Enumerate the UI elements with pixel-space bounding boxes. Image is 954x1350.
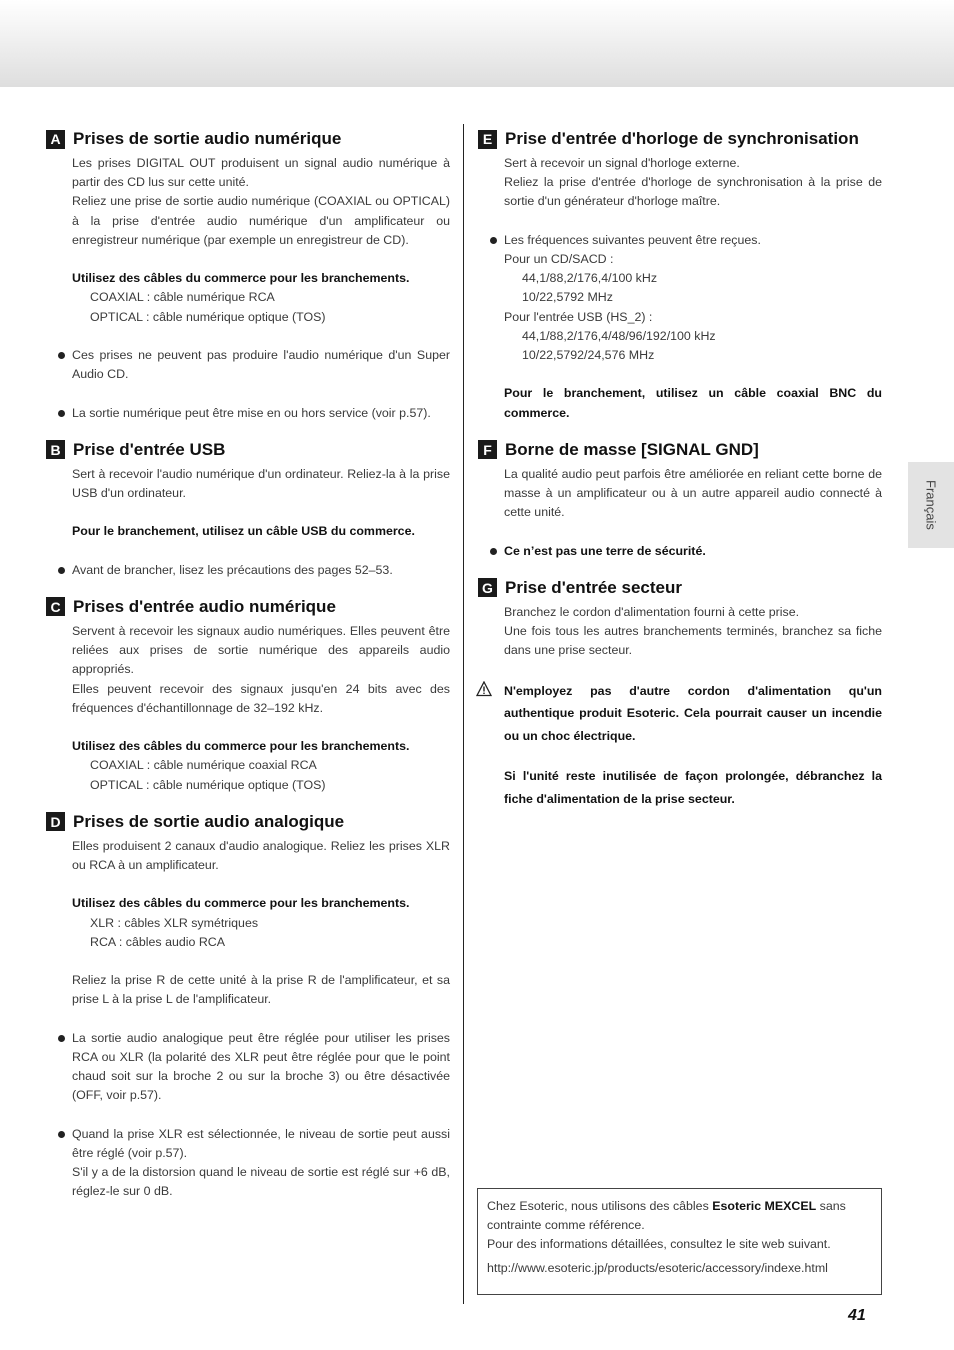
note-box bbox=[477, 1188, 882, 1295]
cable-item: RCA : câbles audio RCA bbox=[90, 934, 225, 949]
section-title: Prises d'entrée audio numérique bbox=[73, 596, 336, 616]
note-text: Chez Esoteric, nous utilisons des câbles bbox=[487, 1199, 713, 1213]
paragraph: Servent à recevoir les signaux audio numériques. Elles peuvent être reliées aux prises de sortie numérique des appareils audio appropriés. bbox=[72, 623, 450, 677]
warning-text: N'employez pas d'autre cordon d'alimentation qu'un authentique produit Esoteric. Cela pourrait causer un incendie ou un choc électrique. bbox=[504, 683, 882, 743]
paragraph: Sert à recevoir un signal d'horloge externe. bbox=[504, 156, 740, 170]
bullet-item: Ces prises ne peuvent pas produire l'audio numérique d'un Super Audio CD. bbox=[72, 346, 450, 384]
paragraph: Reliez la prise d'entrée d'horloge de synchronisation à la prise de sortie d'un générateur d'horloge maître. bbox=[504, 175, 882, 209]
cable-item: COAXIAL : câble numérique RCA bbox=[90, 290, 275, 305]
section-letter-badge: C bbox=[46, 597, 65, 616]
cable-item: XLR : câbles XLR symétriques bbox=[90, 915, 259, 930]
bullet-item: Avant de brancher, lisez les précautions des pages 52–53. bbox=[72, 561, 450, 580]
section-c bbox=[46, 592, 450, 795]
section-g bbox=[478, 573, 882, 810]
paragraph: Une fois tous les autres branchements terminés, branchez sa fiche dans une prise secteur. bbox=[504, 624, 882, 658]
paragraph: Branchez le cordon d'alimentation fourni à cette prise. bbox=[504, 604, 800, 619]
paragraph: Les prises DIGITAL OUT produisent un signal audio numérique à partir des CD lus sur cette unité. bbox=[72, 156, 450, 190]
paragraph: Reliez une prise de sortie audio numérique (COAXIAL ou OPTICAL) à la prise d'entrée audio numérique d'un amplificateur ou enregistreur numérique (par exemple un enregistreur de CD). bbox=[72, 194, 450, 247]
cable-item: COAXIAL : câble numérique coaxial RCA bbox=[90, 758, 317, 773]
brand-name: Esoteric MEXCEL bbox=[712, 1199, 817, 1213]
section-e bbox=[478, 124, 882, 423]
warning-text: Si l'unité reste inutilisée de façon prolongée, débranchez la fiche d'alimentation de la prise secteur. bbox=[504, 769, 882, 806]
section-title: Borne de masse [SIGNAL GND] bbox=[505, 439, 759, 459]
section-letter-badge: D bbox=[46, 812, 65, 831]
bullet-item: Quand la prise XLR est sélectionnée, le niveau de sortie peut aussi être réglé (voir p.57). bbox=[72, 1125, 450, 1163]
paragraph: Elles peuvent recevoir des signaux jusqu'en 24 bits avec des fréquences d'échantillonnage de 32–192 kHz. bbox=[72, 681, 450, 715]
header-band bbox=[0, 0, 954, 87]
warning-triangle-icon bbox=[476, 681, 492, 697]
language-label: Français bbox=[923, 480, 939, 530]
section-letter-badge: E bbox=[478, 130, 497, 149]
note-line bbox=[487, 1197, 872, 1235]
section-d bbox=[46, 807, 450, 1202]
left-column bbox=[46, 124, 450, 1214]
section-letter-badge: G bbox=[478, 578, 497, 597]
note-line: Pour des informations détaillées, consultez le site web suivant. bbox=[487, 1237, 831, 1252]
warning-block bbox=[504, 680, 882, 811]
freq-value: 10/22,5792/24,576 MHz bbox=[522, 348, 655, 363]
freq-value: 44,1/88,2/176,4/100 kHz bbox=[522, 271, 658, 286]
page-number: 41 bbox=[848, 1307, 866, 1324]
paragraph: Reliez la prise R de cette unité à la prise R de l'amplificateur, et sa prise L à la prise L de l'amplificateur. bbox=[72, 973, 450, 1007]
cable-note: Pour le branchement, utilisez un câble USB du commerce. bbox=[72, 524, 415, 539]
section-title: Prise d'entrée USB bbox=[73, 439, 226, 459]
paragraph: S'il y a de la distorsion quand le niveau de sortie est réglé sur +6 dB, réglez-le sur 0 dB. bbox=[72, 1165, 450, 1199]
column-divider bbox=[463, 124, 464, 1304]
section-title: Prise d'entrée secteur bbox=[505, 577, 682, 597]
bullet-item: La sortie numérique peut être mise en ou hors service (voir p.57). bbox=[72, 404, 450, 423]
section-b bbox=[46, 435, 450, 580]
freq-value: 44,1/88,2/176,4/48/96/192/100 kHz bbox=[522, 328, 716, 343]
section-title: Prises de sortie audio analogique bbox=[73, 811, 345, 831]
website-url[interactable]: http://www.esoteric.jp/products/esoteric/accessory/indexe.html bbox=[487, 1260, 828, 1275]
section-f bbox=[478, 435, 882, 561]
paragraph: Elles produisent 2 canaux d'audio analogique. Reliez les prises XLR ou RCA à un amplificateur. bbox=[72, 838, 450, 872]
cable-note: Utilisez des câbles du commerce pour les branchements. bbox=[72, 739, 410, 754]
paragraph: Sert à recevoir l'audio numérique d'un ordinateur. Reliez-la à la prise USB d'un ordinateur. bbox=[72, 466, 450, 500]
paragraph: La qualité audio peut parfois être améliorée en reliant cette borne de masse à un amplificateur ou à un autre appareil audio connecté à cette unité. bbox=[504, 466, 882, 520]
section-a bbox=[46, 124, 450, 423]
bullet-item: Ce n’est pas une terre de sécurité. bbox=[504, 542, 882, 561]
note-text: sans contrainte comme référence. bbox=[487, 1199, 846, 1233]
cable-note: Utilisez des câbles du commerce pour les branchements. bbox=[72, 271, 410, 286]
section-letter-badge: F bbox=[478, 440, 497, 459]
bullet-item: La sortie audio analogique peut être réglée pour utiliser les prises RCA ou XLR (la polarité des XLR peut être réglée pour que le point chaud soit sur la broche 2 ou sur la broche 3) ou être désactivée (OFF, voir p.57). bbox=[72, 1029, 450, 1106]
right-column bbox=[478, 124, 882, 822]
section-letter-badge: B bbox=[46, 440, 65, 459]
freq-value: 10/22,5792 MHz bbox=[522, 290, 613, 305]
cable-item: OPTICAL : câble numérique optique (TOS) bbox=[90, 777, 326, 792]
freq-label: Pour un CD/SACD : bbox=[504, 252, 614, 266]
cable-item: OPTICAL : câble numérique optique (TOS) bbox=[90, 309, 326, 324]
cable-note: Utilisez des câbles du commerce pour les branchements. bbox=[72, 896, 410, 911]
language-tab bbox=[908, 462, 954, 548]
cable-note: Pour le branchement, utilisez un câble coaxial BNC du commerce. bbox=[504, 386, 882, 420]
section-title: Prises de sortie audio numérique bbox=[73, 129, 342, 148]
section-letter-badge: A bbox=[46, 130, 65, 149]
section-title: Prise d'entrée d'horloge de synchronisation bbox=[505, 129, 859, 148]
bullet-item: Les fréquences suivantes peuvent être reçues. bbox=[504, 231, 882, 250]
freq-label: Pour l'entrée USB (HS_2) : bbox=[504, 309, 653, 324]
